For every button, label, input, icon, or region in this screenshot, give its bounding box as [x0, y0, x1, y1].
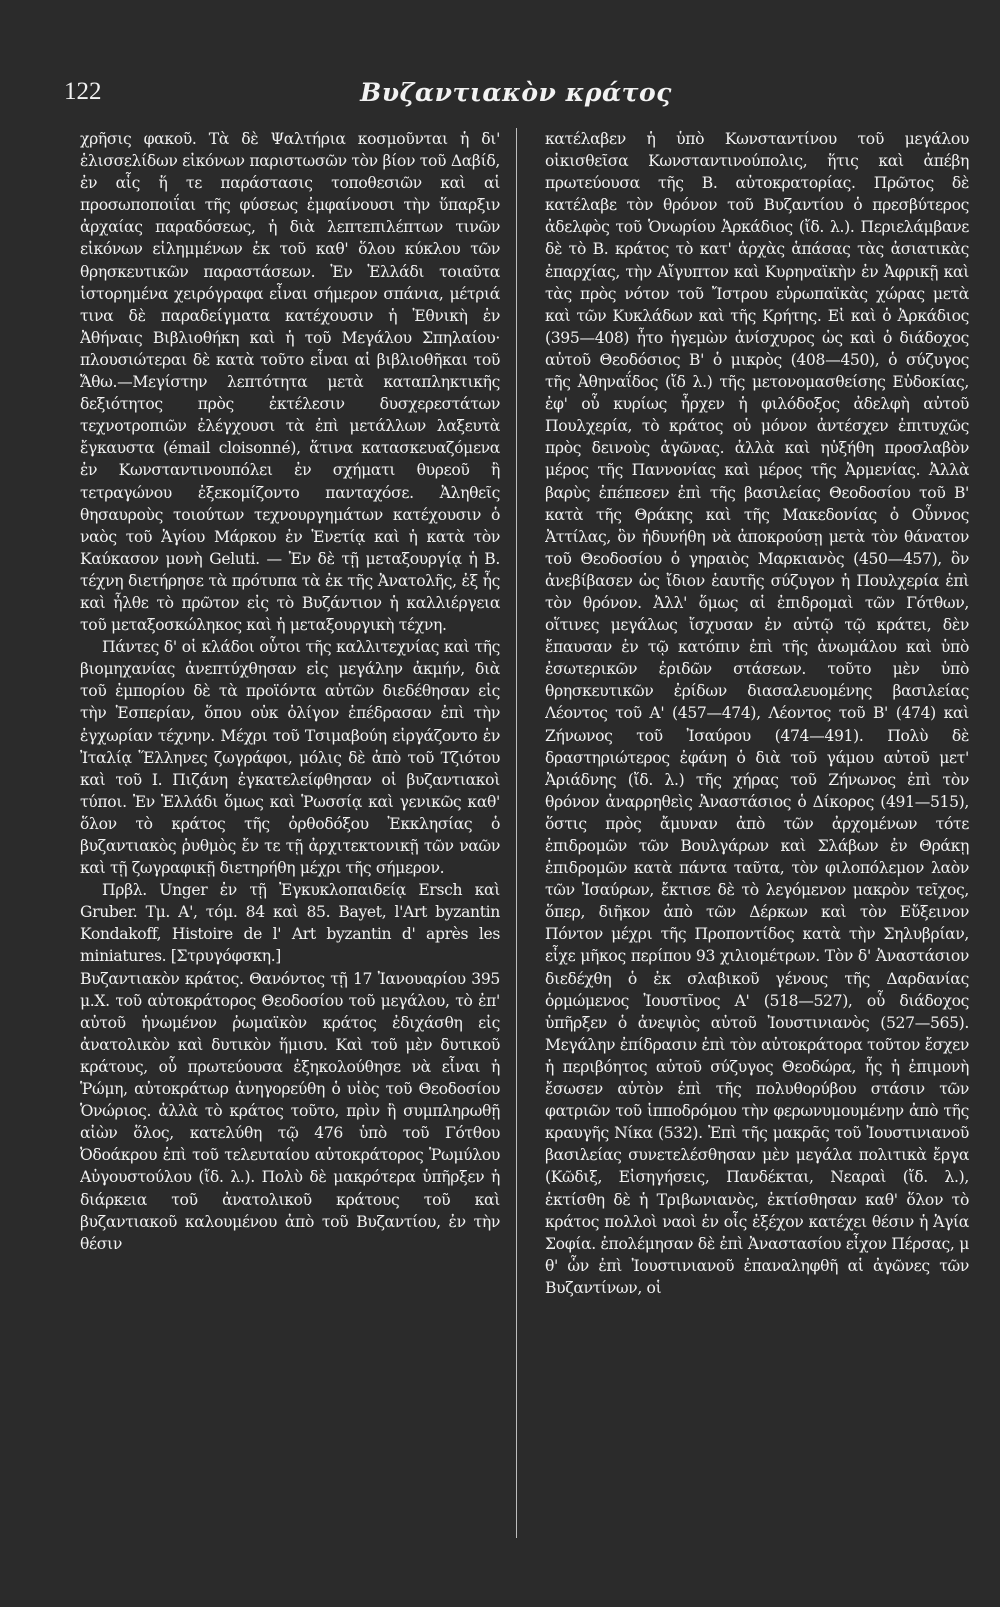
column-divider: [516, 128, 517, 1538]
right-paragraph: κατέλαβεν ἡ ὑπὸ Κωνσταντίνου τοῦ μεγάλου οἰκισθεῖσα Κωνσταντινούπολις, ἥτις καὶ ἀπέβη πρωτεύουσα τῆς Β. αὐτοκρατορίας. Πρῶτος δὲ κατέλαβε τὸν θρόνον τοῦ Βυζαντίου ὁ πρεσβύτερος ἀδελφὸς τοῦ Ὁνωρίου Ἀρκάδιος (ἴδ. λ.). Περιελάμβανε δὲ τὸ Β. κράτος τὸ κατ' ἀρχὰς ἁπάσας τὰς ἀσιατικὰς ἐπαρχίας, τὴν Αἴγυπτον καὶ Κυρηναϊκὴν ἐν Ἀφρικῇ καὶ τὰς πρὸς νότον τοῦ Ἴστρου εὐρωπαϊκὰς χώρας μετὰ καὶ τῶν Κυκλάδων καὶ τῆς Κρήτης. Εἰ καὶ ὁ Ἀρκάδιος (395—408) ἦτο ἡγεμὼν ἀνίσχυρος ὡς καὶ ὁ διάδοχος αὐτοῦ Θεοδόσιος Β' ὁ μικρὸς (408—450), ὁ σύζυγος τῆς Ἀθηναΐδος (ἴδ λ.) τῆς μετονομασθείσης Εὐδοκίας, ἐφ' οὗ κυρίως ἦρχεν ἡ φιλόδοξος ἀδελφὴ αὐτοῦ Πουλχερία, τὸ κράτος οὐ μόνον ἀντέσχεν ἐπιτυχῶς πρὸς δεινοὺς ἀγῶνας. ἀλλὰ καὶ ηὐξήθη προσλαβὸν μέρος τῆς Παννονίας καὶ μέρος τῆς Ἀρμενίας. Ἀλλὰ βαρὺς ἐπέπεσεν ἐπὶ τῆς βασιλείας Θεοδοσίου τοῦ Β' κατὰ τῆς Θράκης καὶ τῆς Μακεδονίας ὁ Οὖννος Ἀττίλας, ὃν ἠδυνήθη νὰ ἀποκρούσῃ μετὰ τὸν θάνατον τοῦ Θεοδοσίου ὁ γηραιὸς Μαρκιανὸς (450—457), ὃν ἀνεβίβασεν ὡς ἴδιον ἑαυτῆς σύζυγον ἡ Πουλχερία ἐπὶ τὸν θρόνον. Ἀλλ' ὅμως αἱ ἐπιδρομαὶ τῶν Γότθων, οἵτινες μεγάλως ἴσχυσαν ἐν αὐτῷ τῷ κράτει, δὲν ἔπαυσαν ἐν τῷ κατόπιν ἐπὶ τῆς ἀνωμάλου καὶ ὑπὸ ἐσωτερικῶν ἐριδῶν στάσεων. τοῦτο μὲν ὑπὸ θρησκευτικῶν ἐρίδων διασαλευομένης βασιλείας Λέοντος τοῦ Α' (457—474), Λέοντος τοῦ Β' (474) καὶ Ζήνωνος τοῦ Ἰσαύρου (474—491). Πολὺ δὲ δραστηριώτερος ἐφάνη ὁ διὰ τοῦ γάμου αὐτοῦ μετ' Ἀριάδνης (ἴδ. λ.) τῆς χήρας τοῦ Ζήνωνος ἐπὶ τὸν θρόνον ἀναρρηθεὶς Ἀναστάσιος ὁ Δίκορος (491—515), ὅστις πρὸς ἄμυναν ἀπὸ τῶν ἀρχομένων τότε ἐπιδρομῶν τῶν Βουλγάρων καὶ Σλάβων ἐν Θράκῃ ἐπιδρομῶν κατὰ πάντα ταῦτα, τὸν φιλοπόλεμον λαὸν τῶν Ἰσαύρων, ἔκτισε δὲ τὸ λεγόμενον μακρὸν τεῖχος, ὅπερ, διῆκον ἀπὸ τῶν Δέρκων καὶ τὸν Εὔξεινον Πόντον μέχρι τῆς Προποντίδος κατὰ τὴν Σηλυβρίαν, εἶχε μῆκος περίπου 93 χιλιομέτρων. Τὸν δ' Ἀναστάσιον διεδέχθη ὁ ἐκ σλαβικοῦ γένους τῆς Δαρδανίας ὁρμώμενος Ἰουστῖνος Α' (518—527), οὗ διάδοχος ὑπῆρξεν ὁ ἀνεψιὸς αὐτοῦ Ἰουστινιανὸς (527—565). Μεγάλην ἐπίδρασιν ἐπὶ τὸν αὐτοκράτορα τοῦτον ἔσχεν ἡ περιβόητος αὐτοῦ σύζυγος Θεοδώρα, ἧς ἡ ἐπιμονὴ ἔσωσεν αὐτὸν ἐπὶ τῆς πολυθορύβου στάσιν τῶν φατριῶν τοῦ ἱπποδρόμου τὴν φερωνυμουμένην ἀπὸ τῆς κραυγῆς Νίκα (532). Ἐπὶ τῆς μακρᾶς τοῦ Ἰουστινιανοῦ βασιλείας συνετελέσθησαν μὲν μεγάλα πολιτικὰ ἔργα (Κῶδιξ, Εἰσηγήσεις, Πανδέκται, Νεαραὶ (ἴδ. λ.), ἐκτίσθη δὲ ἡ Τριβωνιανὸς, ἐκτίσθησαν καθ' ὅλον τὸ κράτος πολλοὶ ναοὶ ἐν οἷς ἐξέχον κατέχει θέσιν ἡ Ἁγία Σοφία. ἐπολέμησαν δὲ ἐπὶ Ἀναστασίου εἶχον Πέρσας, μ θ' ὧν ἐπὶ Ἰουστινιανοῦ ἐπαναληφθῆ αἱ ἀγῶνες τῶν Βυζαντίνων, οἱ: [545, 130, 969, 1297]
page-header: [60, 78, 972, 122]
right-column: [545, 128, 969, 1578]
running-title: Βυζαντιακὸν κράτος: [360, 78, 672, 107]
text-columns: [80, 128, 972, 1578]
entry-paragraph: Βυζαντιακὸν κράτος. Θανόντος τῇ 17 Ἰανουαρίου 395 μ.Χ. τοῦ αὐτοκράτορος Θεοδοσίου τοῦ μεγάλου, τὸ ἐπ' αὐτοῦ ἡνωμένον ῥωμαϊκὸν κράτος ἐδιχάσθη εἰς ἀνατολικὸν καὶ δυτικὸν ἥμισυ. Καὶ τοῦ μὲν δυτικοῦ κράτους, οὗ πρωτεύουσα ἐξηκολούθησε νὰ εἶναι ἡ Ῥώμη, αὐτοκράτωρ ἀνηγορεύθη ὁ υἱὸς τοῦ Θεοδοσίου Ὁνώριος. ἀλλὰ τὸ κράτος τοῦτο, πρὶν ἢ συμπληρωθῇ αἰὼν ὅλος, κατελύθη τῷ 476 ὑπὸ τοῦ Γότθου Ὀδοάκρου ἐπὶ τοῦ τελευταίου αὐτοκράτορος Ῥωμύλου Αὐγουστούλου (ἴδ. λ.). Πολὺ δὲ μακρότερα ὑπῆρξεν ἡ διάρκεια τοῦ ἀνατολικοῦ κράτους τοῦ καὶ βυζαντιακοῦ καλουμένου ἀπὸ τοῦ Βυζαντίου, ἐν τὴν θέσιν: [80, 969, 500, 1253]
left-column: [80, 128, 500, 1578]
page-number: 122: [64, 78, 102, 105]
bibliography-paragraph: Πρβλ. Unger ἐν τῇ Ἐγκυκλοπαιδείᾳ Ersch καὶ Gruber. Τμ. Α', τόμ. 84 καὶ 85. Bayet, l'Art byzantin Kondakoff, Histoire de l' Art byzantin d' après les miniatures. [Στρυγόφσκη.]: [80, 881, 500, 966]
left-paragraph: Πάντες δ' οἱ κλάδοι οὗτοι τῆς καλλιτεχνίας καὶ τῆς βιομηχανίας ἀνεπτύχθησαν εἰς μεγάλην ἀκμήν, διὰ τοῦ ἐμπορίου δὲ τὰ προϊόντα αὐτῶν διεδέθησαν εἰς τὴν Ἑσπερίαν, ὅπου οὐκ ὀλίγον ἐπέδρασαν ἐπὶ τὴν ἐγχωρίαν τέχνην. Μέχρι τοῦ Τσιμαβούη εἰργάζοντο ἐν Ἰταλίᾳ Ἕλληνες ζωγράφοι, μόλις δὲ ἀπὸ τοῦ Τζιότου καὶ τοῦ Ι. Πιζάνη ἐγκατελείφθησαν οἱ βυζαντιακοὶ τύποι. Ἐν Ἑλλάδι ὅμως καὶ Ῥωσσίᾳ καὶ γενικῶς καθ' ὅλον τὸ κράτος τῆς ὀρθοδόξου Ἐκκλησίας ὁ βυζαντιακὸς ῥυθμὸς ἔν τε τῇ ἀρχιτεκτονικῇ τῶν ναῶν καὶ τῇ ζωγραφικῇ διετηρήθη μέχρι τῆς σήμερον.: [80, 638, 500, 878]
left-paragraph: χρῆσις φακοῦ. Τὰ δὲ Ψαλτήρια κοσμοῦνται ἡ δι' ἑλισσελίδων εἰκόνων παριστωσῶν τὸν βίον τοῦ Δαβίδ, ἐν αἷς ἥ τε παράστασις τοποθεσιῶν καὶ αἱ προσωποποιΐαι τῆς φύσεως ἐμφαίνουσι τὴν ὕπαρξιν ἀρχαίας παραδόσεως, ἡ διὰ λεπτεπιλέπτων τινῶν εἰκόνων εἰλημμένων ἐκ τοῦ καθ' ὅλου κύκλου τῶν θρησκευτικῶν παραστάσεων. Ἐν Ἑλλάδι τοιαῦτα ἱστορημένα χειρόγραφα εἶναι σήμερον σπάνια, μέτριά τινα δὲ παραδείγματα κατέχουσιν ἡ Ἐθνικὴ ἐν Ἀθήναις Βιβλιοθήκη καὶ ἡ τοῦ Μεγάλου Σπηλαίου· πλουσιώτεραι δὲ κατὰ τοῦτο εἶναι αἱ βιβλιοθῆκαι τοῦ Ἄθω.—Μεγίστην λεπτότητα μετὰ καταπληκτικῆς δεξιότητος πρὸς ἐκτέλεσιν δυσχερεστάτων τεχνοτροπιῶν ἐλέγχουσι τὰ ἐπὶ μετάλλων λαξευτὰ ἔγκαυστα (émail cloisonné), ἅτινα κατασκευαζόμενα ἐν Κωνσταντινουπόλει ἐν σχήματι θυρεοῦ ἢ τετραγώνου ἐξεκομίζοντο πανταχόσε. Ἀληθεῖς θησαυροὺς τοιούτων τεχνουργημάτων κατέχουσιν ὁ ναὸς τοῦ Ἁγίου Μάρκου ἐν Ἑνετίᾳ καὶ ἡ κατὰ τὸν Καύκασον μονὴ Geluti. — Ἐν δὲ τῇ μεταξουργίᾳ ἡ Β. τέχνη διετήρησε τὰ πρότυπα τὰ ἐκ τῆς Ἀνατολῆς, ἐξ ἧς καὶ ἦλθε τὸ πρῶτον εἰς τὸ Βυζάντιον ἡ καλλιέργεια τοῦ μεταξοσκώληκος καὶ ἡ μεταξουργικὴ τέχνη.: [80, 130, 500, 635]
